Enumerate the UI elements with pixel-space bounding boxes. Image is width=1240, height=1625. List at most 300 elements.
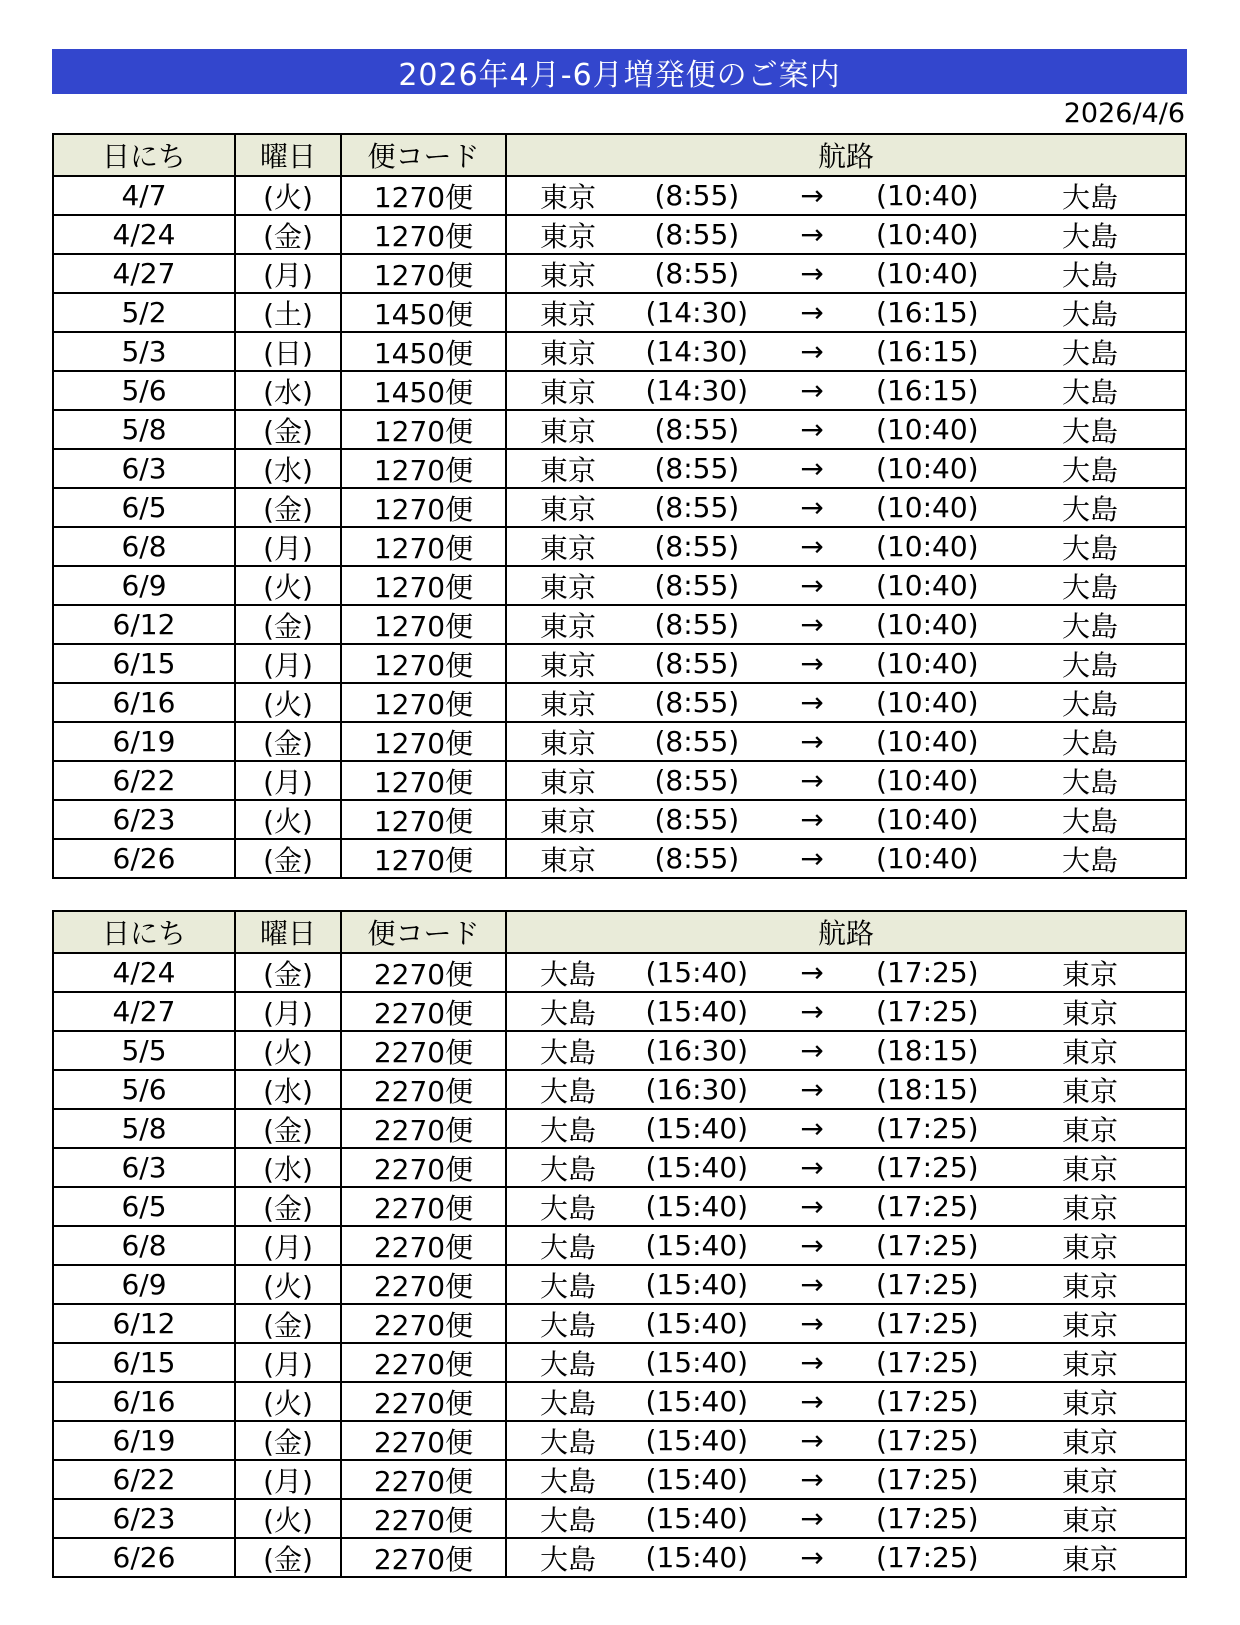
flight-code-cell: 1270便 [342,762,507,799]
route-destination: 東京 [1062,1503,1119,1537]
route-layout [507,1344,1185,1381]
right-arrow-icon: → [800,956,824,989]
route-layout [507,840,1185,877]
route-layout [507,684,1185,721]
route-destination: 東京 [1062,1113,1119,1147]
route-arrival-time: (10:40) [876,725,979,758]
route-departure-time: (14:30) [645,335,749,368]
route-destination: 大島 [1062,765,1119,799]
right-arrow-icon: → [800,1229,824,1262]
flight-code-cell: 2270便 [342,1032,507,1069]
right-arrow-icon: → [800,686,824,719]
route-layout [507,1422,1185,1459]
header-date-column: 日にち [54,912,236,952]
route-destination: 東京 [1062,1386,1119,1420]
route-cell [507,1071,1185,1108]
weekday-cell: (水) [236,372,342,409]
route-origin: 東京 [540,180,597,214]
route-departure-time: (15:40) [645,1424,749,1457]
table-row [54,372,1185,411]
route-destination: 東京 [1062,996,1119,1030]
flight-code-cell: 2270便 [342,1188,507,1225]
weekday-cell: (火) [236,1383,342,1420]
route-origin: 東京 [540,258,597,292]
route-destination: 大島 [1062,804,1119,838]
route-arrival-time: (16:15) [876,296,979,329]
route-cell [507,1032,1185,1069]
route-departure-time: (8:55) [654,179,740,212]
route-departure-time: (16:30) [645,1034,749,1067]
route-layout [507,216,1185,253]
weekday-cell: (月) [236,762,342,799]
route-origin: 東京 [540,765,597,799]
route-destination: 大島 [1062,180,1119,214]
date-cell: 6/19 [54,723,236,760]
route-arrival-time: (17:25) [876,1268,979,1301]
right-arrow-icon: → [800,374,824,407]
header-code-column: 便コード [342,912,507,952]
table-row [54,450,1185,489]
route-destination: 東京 [1062,1074,1119,1108]
route-destination: 大島 [1062,258,1119,292]
flight-code-cell: 1270便 [342,606,507,643]
date-cell: 4/7 [54,177,236,214]
table-row [54,1266,1185,1305]
route-cell [507,993,1185,1030]
right-arrow-icon: → [800,491,824,524]
right-arrow-icon: → [800,1541,824,1574]
table-row [54,294,1185,333]
route-layout [507,645,1185,682]
table-header-row [54,135,1185,177]
flight-code-cell: 2270便 [342,1344,507,1381]
route-cell [507,255,1185,292]
weekday-cell: (火) [236,1500,342,1537]
route-destination: 東京 [1062,1308,1119,1342]
route-destination: 大島 [1062,687,1119,721]
route-arrival-time: (10:40) [876,569,979,602]
route-origin: 大島 [540,1347,597,1381]
right-arrow-icon: → [800,1112,824,1145]
return-schedule-table [52,910,1187,1578]
date-cell: 6/5 [54,489,236,526]
route-arrival-time: (16:15) [876,335,979,368]
route-departure-time: (8:55) [654,452,740,485]
flight-code-cell: 2270便 [342,1461,507,1498]
weekday-cell: (金) [236,954,342,991]
date-cell: 5/2 [54,294,236,331]
weekday-cell: (水) [236,450,342,487]
route-arrival-time: (16:15) [876,374,979,407]
route-origin: 大島 [540,1035,597,1069]
route-destination: 大島 [1062,648,1119,682]
flight-code-cell: 2270便 [342,1500,507,1537]
table-row [54,255,1185,294]
route-layout [507,1461,1185,1498]
route-origin: 東京 [540,726,597,760]
right-arrow-icon: → [800,647,824,680]
route-arrival-time: (10:40) [876,686,979,719]
table-row [54,177,1185,216]
route-layout [507,801,1185,838]
header-route-column: 航路 [817,140,874,173]
flight-code-cell: 1270便 [342,528,507,565]
weekday-cell: (火) [236,567,342,604]
route-cell [507,723,1185,760]
flight-code-cell: 1270便 [342,489,507,526]
date-cell: 6/26 [54,1539,236,1576]
header-weekday-column: 曜日 [236,135,342,175]
table-row [54,1383,1185,1422]
route-arrival-time: (10:40) [876,764,979,797]
route-arrival-time: (10:40) [876,530,979,563]
route-origin: 東京 [540,219,597,253]
route-cell [507,567,1185,604]
table-row [54,1032,1185,1071]
table-row [54,489,1185,528]
route-origin: 東京 [540,570,597,604]
table-row [54,1422,1185,1461]
table-header-row [54,912,1185,954]
weekday-cell: (火) [236,684,342,721]
table-row [54,1071,1185,1110]
route-departure-time: (8:55) [654,608,740,641]
route-layout [507,762,1185,799]
header-route-column: 航路 [817,917,874,950]
flight-code-cell: 2270便 [342,1539,507,1576]
route-layout [507,528,1185,565]
route-departure-time: (15:40) [645,1385,749,1418]
flight-code-cell: 2270便 [342,1110,507,1147]
route-cell [507,1383,1185,1420]
route-arrival-time: (10:40) [876,452,979,485]
right-arrow-icon: → [800,725,824,758]
flight-code-cell: 2270便 [342,1305,507,1342]
date-cell: 6/12 [54,1305,236,1342]
date-cell: 6/3 [54,450,236,487]
route-layout [507,1071,1185,1108]
route-arrival-time: (10:40) [876,803,979,836]
route-destination: 大島 [1062,336,1119,370]
weekday-cell: (金) [236,1539,342,1576]
date-cell: 6/16 [54,1383,236,1420]
route-cell [507,1539,1185,1576]
route-arrival-time: (18:15) [876,1073,979,1106]
route-cell [507,606,1185,643]
route-origin: 東京 [540,843,597,877]
route-layout [507,255,1185,292]
flight-code-cell: 1270便 [342,645,507,682]
route-origin: 東京 [540,375,597,409]
route-cell [507,1227,1185,1264]
route-destination: 東京 [1062,1464,1119,1498]
route-cell [507,372,1185,409]
route-arrival-time: (10:40) [876,179,979,212]
route-arrival-time: (17:25) [876,1190,979,1223]
route-cell [507,489,1185,526]
route-destination: 大島 [1062,843,1119,877]
route-layout [507,450,1185,487]
route-destination: 大島 [1062,297,1119,331]
route-origin: 東京 [540,804,597,838]
route-arrival-time: (17:25) [876,1463,979,1496]
table-row [54,411,1185,450]
right-arrow-icon: → [800,1463,824,1496]
route-departure-time: (8:55) [654,647,740,680]
weekday-cell: (月) [236,1227,342,1264]
route-cell [507,177,1185,214]
right-arrow-icon: → [800,1424,824,1457]
route-layout [507,333,1185,370]
weekday-cell: (金) [236,1110,342,1147]
route-origin: 東京 [540,648,597,682]
route-layout [507,1149,1185,1186]
weekday-cell: (金) [236,723,342,760]
date-cell: 6/8 [54,528,236,565]
flight-code-cell: 1270便 [342,177,507,214]
weekday-cell: (月) [236,1461,342,1498]
route-origin: 大島 [540,1230,597,1264]
route-origin: 大島 [540,1308,597,1342]
route-arrival-time: (10:40) [876,608,979,641]
route-departure-time: (8:55) [654,413,740,446]
route-departure-time: (8:55) [654,257,740,290]
weekday-cell: (月) [236,255,342,292]
route-layout [507,954,1185,991]
route-layout [507,567,1185,604]
weekday-cell: (金) [236,1188,342,1225]
route-destination: 東京 [1062,1035,1119,1069]
route-origin: 大島 [540,957,597,991]
route-departure-time: (8:55) [654,764,740,797]
weekday-cell: (月) [236,993,342,1030]
flight-code-cell: 2270便 [342,993,507,1030]
date-cell: 5/8 [54,411,236,448]
date-cell: 6/8 [54,1227,236,1264]
route-layout [507,1227,1185,1264]
route-departure-time: (8:55) [654,218,740,251]
flight-code-cell: 1270便 [342,411,507,448]
weekday-cell: (火) [236,1266,342,1303]
flight-code-cell: 1270便 [342,840,507,877]
weekday-cell: (土) [236,294,342,331]
route-arrival-time: (10:40) [876,218,979,251]
date-cell: 4/27 [54,993,236,1030]
table-row [54,1461,1185,1500]
route-arrival-time: (18:15) [876,1034,979,1067]
table-row [54,762,1185,801]
route-departure-time: (15:40) [645,1190,749,1223]
route-arrival-time: (10:40) [876,647,979,680]
route-departure-time: (15:40) [645,1346,749,1379]
route-origin: 東京 [540,492,597,526]
table-row [54,1500,1185,1539]
right-arrow-icon: → [800,296,824,329]
route-origin: 大島 [540,1503,597,1537]
flight-code-cell: 1270便 [342,723,507,760]
route-arrival-time: (10:40) [876,413,979,446]
route-cell [507,645,1185,682]
route-destination: 大島 [1062,375,1119,409]
route-cell [507,801,1185,838]
route-layout [507,1032,1185,1069]
flight-code-cell: 1270便 [342,684,507,721]
date-cell: 5/6 [54,372,236,409]
route-cell [507,528,1185,565]
flight-code-cell: 1450便 [342,372,507,409]
date-cell: 6/9 [54,1266,236,1303]
date-cell: 5/6 [54,1071,236,1108]
date-cell: 6/23 [54,1500,236,1537]
flight-code-cell: 1270便 [342,450,507,487]
table-row [54,801,1185,840]
page-title: 2026年4月-6月増発便のご案内 [398,57,841,93]
table-row [54,1188,1185,1227]
route-arrival-time: (17:25) [876,1502,979,1535]
route-departure-time: (15:40) [645,1502,749,1535]
route-departure-time: (8:55) [654,725,740,758]
right-arrow-icon: → [800,764,824,797]
route-departure-time: (16:30) [645,1073,749,1106]
route-destination: 大島 [1062,570,1119,604]
right-arrow-icon: → [800,569,824,602]
header-date-column: 日にち [54,135,236,175]
route-departure-time: (14:30) [645,296,749,329]
route-cell [507,1422,1185,1459]
route-arrival-time: (17:25) [876,1229,979,1262]
flight-code-cell: 1270便 [342,567,507,604]
flight-code-cell: 2270便 [342,954,507,991]
route-destination: 東京 [1062,1191,1119,1225]
route-layout [507,993,1185,1030]
route-layout [507,1305,1185,1342]
route-arrival-time: (17:25) [876,1346,979,1379]
route-departure-time: (15:40) [645,956,749,989]
route-arrival-time: (17:25) [876,1385,979,1418]
route-departure-time: (8:55) [654,530,740,563]
table-row [54,684,1185,723]
route-destination: 東京 [1062,1347,1119,1381]
route-destination: 東京 [1062,1542,1119,1576]
date-cell: 6/15 [54,645,236,682]
table-row [54,1305,1185,1344]
route-arrival-time: (10:40) [876,491,979,524]
route-cell [507,1305,1185,1342]
route-origin: 大島 [540,1425,597,1459]
flight-code-cell: 2270便 [342,1227,507,1264]
date-cell: 4/24 [54,954,236,991]
route-cell [507,1110,1185,1147]
route-destination: 大島 [1062,726,1119,760]
route-cell [507,1500,1185,1537]
date-cell: 5/3 [54,333,236,370]
route-cell [507,411,1185,448]
header-weekday-column: 曜日 [236,912,342,952]
route-origin: 東京 [540,531,597,565]
right-arrow-icon: → [800,218,824,251]
route-destination: 東京 [1062,1230,1119,1264]
table-row [54,840,1185,877]
route-arrival-time: (17:25) [876,1307,979,1340]
right-arrow-icon: → [800,995,824,1028]
route-destination: 東京 [1062,1269,1119,1303]
date-cell: 6/5 [54,1188,236,1225]
route-departure-time: (8:55) [654,803,740,836]
route-departure-time: (15:40) [645,1229,749,1262]
route-origin: 大島 [540,1386,597,1420]
route-destination: 大島 [1062,609,1119,643]
right-arrow-icon: → [800,530,824,563]
route-layout [507,489,1185,526]
right-arrow-icon: → [800,1502,824,1535]
flight-code-cell: 2270便 [342,1071,507,1108]
route-cell [507,1461,1185,1498]
route-arrival-time: (10:40) [876,257,979,290]
route-cell [507,1188,1185,1225]
route-origin: 大島 [540,1542,597,1576]
route-departure-time: (15:40) [645,1268,749,1301]
right-arrow-icon: → [800,1190,824,1223]
weekday-cell: (水) [236,1071,342,1108]
route-cell [507,840,1185,877]
date-cell: 6/12 [54,606,236,643]
route-cell [507,450,1185,487]
route-destination: 大島 [1062,492,1119,526]
route-departure-time: (15:40) [645,995,749,1028]
route-destination: 大島 [1062,219,1119,253]
route-origin: 大島 [540,1191,597,1225]
title-banner [52,49,1187,94]
route-arrival-time: (17:25) [876,956,979,989]
right-arrow-icon: → [800,1385,824,1418]
route-cell [507,333,1185,370]
table-row [54,645,1185,684]
table-row [54,1344,1185,1383]
route-cell [507,954,1185,991]
route-origin: 大島 [540,1074,597,1108]
issued-date: 2026/4/6 [1063,98,1185,129]
route-layout [507,1188,1185,1225]
weekday-cell: (水) [236,1149,342,1186]
route-layout [507,372,1185,409]
right-arrow-icon: → [800,1346,824,1379]
right-arrow-icon: → [800,1151,824,1184]
date-cell: 6/15 [54,1344,236,1381]
route-destination: 大島 [1062,531,1119,565]
route-arrival-time: (17:25) [876,1151,979,1184]
date-cell: 4/27 [54,255,236,292]
flight-code-cell: 1450便 [342,294,507,331]
weekday-cell: (金) [236,489,342,526]
date-cell: 6/16 [54,684,236,721]
right-arrow-icon: → [800,335,824,368]
table-row [54,1227,1185,1266]
route-departure-time: (15:40) [645,1112,749,1145]
flight-code-cell: 2270便 [342,1422,507,1459]
route-cell [507,1344,1185,1381]
date-cell: 6/22 [54,1461,236,1498]
weekday-cell: (金) [236,411,342,448]
route-origin: 東京 [540,609,597,643]
route-departure-time: (15:40) [645,1463,749,1496]
right-arrow-icon: → [800,413,824,446]
right-arrow-icon: → [800,1307,824,1340]
route-destination: 大島 [1062,453,1119,487]
table-row [54,1110,1185,1149]
route-departure-time: (8:55) [654,569,740,602]
table-row [54,567,1185,606]
weekday-cell: (金) [236,606,342,643]
